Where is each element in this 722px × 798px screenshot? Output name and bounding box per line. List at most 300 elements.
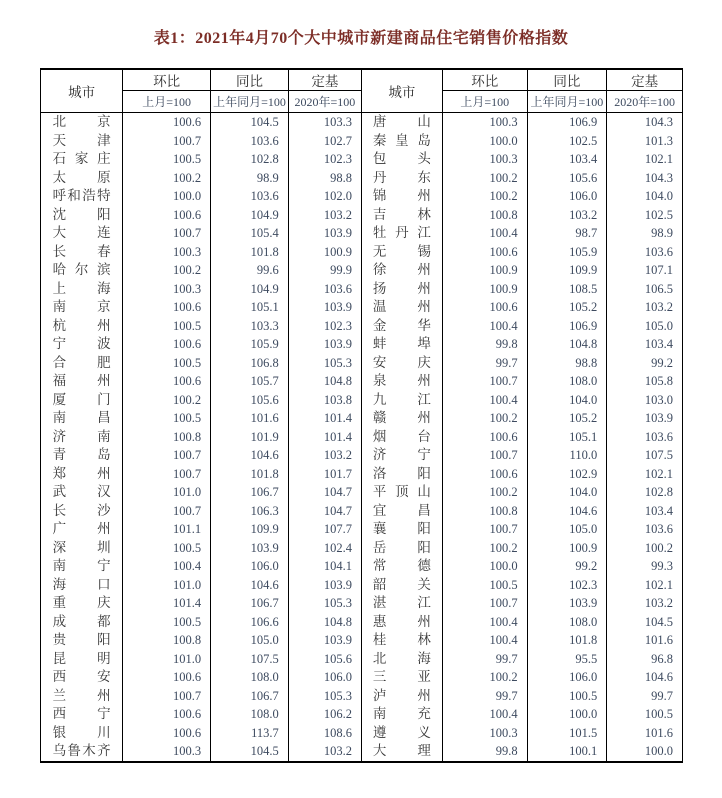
value-cell: 102.8: [607, 483, 683, 502]
value-cell: 101.0: [123, 576, 211, 595]
value-cell: 103.2: [288, 742, 361, 762]
value-cell: 98.8: [527, 354, 607, 373]
city-name: 襄阳: [372, 521, 431, 536]
value-cell: 100.2: [607, 539, 683, 558]
city-cell: [41, 169, 123, 188]
city-name: 哈尔滨: [52, 262, 111, 277]
value-cell: 103.9: [288, 335, 361, 354]
value-cell: 100.3: [123, 742, 211, 762]
value-cell: 102.3: [288, 150, 361, 169]
city-name: 重庆: [52, 595, 111, 610]
value-cell: 105.7: [211, 372, 289, 391]
value-cell: 100.5: [123, 613, 211, 632]
city-cell: [41, 724, 123, 743]
value-cell: 105.0: [607, 317, 683, 336]
city-cell: [41, 631, 123, 650]
value-cell: 105.1: [527, 428, 607, 447]
table-row: [41, 150, 683, 169]
col-header-mom-left: 环比: [123, 69, 211, 91]
value-cell: 104.6: [211, 446, 289, 465]
value-cell: 100.2: [442, 169, 527, 188]
city-name: 福州: [52, 373, 111, 388]
value-cell: 99.7: [607, 687, 683, 706]
city-name: 郑州: [52, 465, 111, 481]
value-cell: 104.8: [527, 335, 607, 354]
value-cell: 105.3: [288, 687, 361, 706]
value-cell: 104.8: [288, 613, 361, 632]
value-cell: 100.7: [442, 446, 527, 465]
value-cell: 105.1: [211, 298, 289, 317]
value-cell: 99.7: [442, 354, 527, 373]
value-cell: 101.4: [123, 594, 211, 613]
value-cell: 101.4: [288, 409, 361, 428]
city-name: 吉林: [372, 206, 431, 222]
city-cell: [361, 335, 442, 354]
table-row: [41, 687, 683, 706]
value-cell: 100.6: [442, 243, 527, 262]
value-cell: 99.8: [442, 335, 527, 354]
table-row: [41, 613, 683, 632]
value-cell: 113.7: [211, 724, 289, 743]
value-cell: 105.0: [211, 631, 289, 650]
city-cell: [41, 243, 123, 262]
value-cell: 100.5: [123, 317, 211, 336]
value-cell: 103.2: [288, 206, 361, 225]
value-cell: 100.4: [442, 317, 527, 336]
city-name: 杭州: [52, 317, 111, 333]
value-cell: 100.8: [123, 631, 211, 650]
city-cell: [361, 594, 442, 613]
value-cell: 100.6: [442, 428, 527, 447]
city-name: 扬州: [372, 280, 431, 296]
city-name: 昆明: [52, 650, 111, 666]
value-cell: 110.0: [527, 446, 607, 465]
value-cell: 106.7: [211, 594, 289, 613]
city-name: 岳阳: [372, 539, 431, 555]
value-cell: 100.3: [442, 150, 527, 169]
value-cell: 106.2: [288, 705, 361, 724]
city-name: 洛阳: [372, 465, 431, 481]
value-cell: 108.6: [288, 724, 361, 743]
city-name: 烟台: [372, 428, 431, 444]
value-cell: 102.8: [211, 150, 289, 169]
value-cell: 100.7: [123, 224, 211, 243]
city-cell: [41, 668, 123, 687]
value-cell: 100.4: [442, 613, 527, 632]
city-cell: [361, 613, 442, 632]
city-name: 合肥: [52, 354, 111, 370]
value-cell: 100.7: [442, 520, 527, 539]
value-cell: 105.9: [211, 335, 289, 354]
value-cell: 101.6: [607, 631, 683, 650]
col-subheader-yoy-base-right: 上年同月=100: [527, 91, 607, 113]
value-cell: 109.9: [211, 520, 289, 539]
value-cell: 103.9: [288, 298, 361, 317]
value-cell: 100.6: [123, 705, 211, 724]
city-cell: [361, 150, 442, 169]
value-cell: 100.3: [442, 113, 527, 132]
col-subheader-fixed-base-left: 2020年=100: [288, 91, 361, 113]
value-cell: 108.0: [527, 372, 607, 391]
value-cell: 106.7: [211, 687, 289, 706]
city-name: 丹东: [372, 169, 431, 185]
table-row: [41, 724, 683, 743]
table-row: [41, 742, 683, 762]
value-cell: 103.9: [288, 224, 361, 243]
value-cell: 101.8: [211, 465, 289, 484]
value-cell: 98.9: [211, 169, 289, 188]
value-cell: 100.2: [442, 409, 527, 428]
value-cell: 105.6: [527, 169, 607, 188]
table-row: [41, 391, 683, 410]
value-cell: 100.5: [442, 576, 527, 595]
value-cell: 104.0: [527, 483, 607, 502]
city-cell: [361, 224, 442, 243]
col-subheader-yoy-base-left: 上年同月=100: [211, 91, 289, 113]
city-cell: [361, 502, 442, 521]
city-name: 泸州: [372, 687, 431, 703]
city-cell: [361, 372, 442, 391]
value-cell: 102.0: [288, 187, 361, 206]
value-cell: 100.7: [123, 132, 211, 151]
value-cell: 105.6: [211, 391, 289, 410]
city-name: 沈阳: [52, 206, 111, 222]
city-cell: [361, 391, 442, 410]
value-cell: 100.0: [123, 187, 211, 206]
value-cell: 104.9: [211, 206, 289, 225]
value-cell: 100.5: [527, 687, 607, 706]
value-cell: 100.9: [288, 243, 361, 262]
value-cell: 103.6: [607, 243, 683, 262]
table-row: [41, 261, 683, 280]
value-cell: 100.5: [123, 539, 211, 558]
city-name: 金华: [372, 317, 431, 333]
city-name: 北海: [372, 650, 431, 666]
value-cell: 100.8: [123, 428, 211, 447]
city-cell: [41, 372, 123, 391]
value-cell: 106.9: [527, 317, 607, 336]
value-cell: 101.8: [527, 631, 607, 650]
city-cell: [361, 169, 442, 188]
city-name: 深圳: [52, 539, 111, 555]
city-cell: [361, 631, 442, 650]
city-name: 大连: [52, 225, 111, 240]
table-title: 表1：2021年4月70个大中城市新建商品住宅销售价格指数: [153, 30, 569, 47]
value-cell: 103.0: [607, 391, 683, 410]
city-name: 温州: [372, 299, 431, 314]
city-cell: [41, 317, 123, 336]
city-cell: [41, 206, 123, 225]
city-name: 青岛: [52, 447, 111, 462]
city-name: 唐山: [372, 114, 431, 129]
city-cell: [41, 335, 123, 354]
value-cell: 104.0: [607, 187, 683, 206]
table-row: [41, 224, 683, 243]
value-cell: 103.9: [288, 631, 361, 650]
value-cell: 100.7: [123, 446, 211, 465]
city-cell: [361, 298, 442, 317]
city-name: 蚌埠: [372, 336, 431, 351]
city-name: 韶关: [372, 576, 431, 592]
city-cell: [41, 539, 123, 558]
city-cell: [41, 446, 123, 465]
city-name: 桂林: [372, 632, 431, 647]
table-row: [41, 520, 683, 539]
city-cell: [361, 428, 442, 447]
value-cell: 104.5: [607, 613, 683, 632]
value-cell: 106.3: [211, 502, 289, 521]
city-cell: [41, 465, 123, 484]
city-name: 南京: [52, 299, 111, 314]
city-cell: [361, 280, 442, 299]
city-name: 秦皇岛: [372, 132, 431, 148]
city-cell: [361, 742, 442, 762]
city-cell: [41, 557, 123, 576]
city-name: 湛江: [372, 595, 431, 610]
value-cell: 105.8: [607, 372, 683, 391]
value-cell: 99.2: [527, 557, 607, 576]
value-cell: 100.6: [123, 724, 211, 743]
value-cell: 103.2: [288, 446, 361, 465]
value-cell: 104.1: [288, 557, 361, 576]
city-cell: [361, 132, 442, 151]
city-cell: [41, 132, 123, 151]
value-cell: 103.6: [211, 187, 289, 206]
table-row: [41, 594, 683, 613]
value-cell: 101.1: [123, 520, 211, 539]
city-cell: [41, 705, 123, 724]
value-cell: 103.9: [211, 539, 289, 558]
city-name: 广州: [52, 521, 111, 536]
city-name: 海口: [52, 576, 111, 592]
value-cell: 104.8: [288, 372, 361, 391]
city-name: 南宁: [52, 558, 111, 573]
value-cell: 100.2: [123, 391, 211, 410]
value-cell: 100.6: [123, 668, 211, 687]
value-cell: 103.4: [607, 335, 683, 354]
value-cell: 100.5: [123, 409, 211, 428]
value-cell: 101.8: [211, 243, 289, 262]
city-name: 长春: [52, 243, 111, 259]
value-cell: 107.1: [607, 261, 683, 280]
value-cell: 99.7: [442, 687, 527, 706]
value-cell: 104.3: [607, 113, 683, 132]
value-cell: 106.0: [527, 187, 607, 206]
value-cell: 104.5: [211, 113, 289, 132]
value-cell: 100.8: [442, 502, 527, 521]
city-name: 大理: [372, 743, 431, 758]
value-cell: 105.2: [527, 409, 607, 428]
city-cell: [361, 650, 442, 669]
value-cell: 105.4: [211, 224, 289, 243]
value-cell: 100.1: [527, 742, 607, 762]
value-cell: 104.6: [211, 576, 289, 595]
value-cell: 100.5: [123, 150, 211, 169]
value-cell: 106.0: [288, 668, 361, 687]
city-name: 西安: [52, 669, 111, 684]
table-row: [41, 502, 683, 521]
value-cell: 100.7: [442, 594, 527, 613]
value-cell: 106.6: [211, 613, 289, 632]
city-cell: [41, 502, 123, 521]
value-cell: 103.9: [607, 409, 683, 428]
value-cell: 102.1: [607, 576, 683, 595]
city-name: 南充: [372, 706, 431, 721]
value-cell: 102.3: [288, 317, 361, 336]
value-cell: 103.2: [527, 206, 607, 225]
city-cell: [41, 113, 123, 132]
city-name: 厦门: [52, 391, 111, 407]
city-cell: [361, 520, 442, 539]
col-header-yoy-right: 同比: [527, 69, 607, 91]
city-name: 包头: [372, 151, 431, 166]
value-cell: 100.2: [442, 539, 527, 558]
table-row: [41, 446, 683, 465]
value-cell: 103.2: [607, 298, 683, 317]
col-header-mom-right: 环比: [442, 69, 527, 91]
city-name: 武汉: [52, 484, 111, 499]
value-cell: 101.4: [288, 428, 361, 447]
value-cell: 100.7: [123, 687, 211, 706]
city-name: 济宁: [372, 447, 431, 462]
value-cell: 105.6: [288, 650, 361, 669]
value-cell: 107.5: [607, 446, 683, 465]
value-cell: 101.6: [211, 409, 289, 428]
value-cell: 99.6: [211, 261, 289, 280]
city-name: 银川: [52, 724, 111, 740]
table-row: [41, 465, 683, 484]
value-cell: 103.3: [211, 317, 289, 336]
table-row: [41, 409, 683, 428]
city-cell: [361, 668, 442, 687]
value-cell: 104.5: [211, 742, 289, 762]
table-row: [41, 298, 683, 317]
value-cell: 104.7: [288, 483, 361, 502]
city-cell: [41, 650, 123, 669]
table-row: [41, 187, 683, 206]
city-name: 常德: [372, 558, 431, 573]
value-cell: 99.7: [442, 650, 527, 669]
city-name: 济南: [52, 428, 111, 444]
value-cell: 106.0: [527, 668, 607, 687]
city-name: 三亚: [372, 669, 431, 684]
value-cell: 100.9: [442, 280, 527, 299]
city-name: 宁波: [52, 336, 111, 351]
table-row: [41, 668, 683, 687]
city-cell: [361, 446, 442, 465]
table-row: [41, 428, 683, 447]
value-cell: 101.0: [123, 650, 211, 669]
table-body: [41, 113, 683, 762]
value-cell: 100.6: [442, 298, 527, 317]
value-cell: 100.6: [123, 113, 211, 132]
value-cell: 107.7: [288, 520, 361, 539]
value-cell: 100.2: [442, 187, 527, 206]
value-cell: 105.2: [527, 298, 607, 317]
city-name: 贵阳: [52, 632, 111, 647]
value-cell: 100.4: [123, 557, 211, 576]
value-cell: 99.3: [607, 557, 683, 576]
col-subheader-fixed-base-right: 2020年=100: [607, 91, 683, 113]
city-cell: [361, 187, 442, 206]
table-row: [41, 206, 683, 225]
city-cell: [361, 354, 442, 373]
value-cell: 104.3: [607, 169, 683, 188]
city-cell: [361, 687, 442, 706]
city-cell: [361, 539, 442, 558]
city-cell: [361, 483, 442, 502]
table-row: [41, 372, 683, 391]
value-cell: 104.6: [527, 502, 607, 521]
city-cell: [361, 113, 442, 132]
value-cell: 102.5: [607, 206, 683, 225]
value-cell: 102.1: [607, 465, 683, 484]
table-row: [41, 631, 683, 650]
value-cell: 103.9: [527, 594, 607, 613]
city-name: 锦州: [372, 188, 431, 203]
city-name: 九江: [372, 391, 431, 407]
value-cell: 101.9: [211, 428, 289, 447]
city-cell: [361, 576, 442, 595]
value-cell: 100.3: [123, 243, 211, 262]
value-cell: 98.9: [607, 224, 683, 243]
city-cell: [361, 705, 442, 724]
city-cell: [41, 428, 123, 447]
value-cell: 100.0: [607, 742, 683, 762]
value-cell: 103.8: [288, 391, 361, 410]
value-cell: 101.0: [123, 483, 211, 502]
table-row: [41, 576, 683, 595]
price-index-table: [40, 68, 683, 763]
city-name: 乌鲁木齐: [52, 743, 111, 758]
value-cell: 103.4: [527, 150, 607, 169]
city-name: 遵义: [372, 724, 431, 740]
value-cell: 100.5: [123, 354, 211, 373]
city-cell: [41, 687, 123, 706]
table-row: [41, 317, 683, 336]
value-cell: 105.3: [288, 594, 361, 613]
value-cell: 104.7: [288, 502, 361, 521]
city-name: 天津: [52, 132, 111, 148]
city-cell: [41, 613, 123, 632]
table-header: [41, 69, 683, 113]
table-row: [41, 280, 683, 299]
city-cell: [361, 243, 442, 262]
value-cell: 103.4: [607, 502, 683, 521]
value-cell: 100.0: [442, 557, 527, 576]
value-cell: 105.3: [288, 354, 361, 373]
city-cell: [361, 724, 442, 743]
value-cell: 100.0: [527, 705, 607, 724]
city-cell: [41, 742, 123, 762]
value-cell: 108.0: [211, 668, 289, 687]
city-name: 兰州: [52, 687, 111, 703]
table-row: [41, 539, 683, 558]
city-name: 北京: [52, 114, 111, 129]
city-name: 平顶山: [372, 484, 431, 499]
value-cell: 100.4: [442, 631, 527, 650]
value-cell: 102.7: [288, 132, 361, 151]
value-cell: 103.2: [607, 594, 683, 613]
value-cell: 100.4: [442, 224, 527, 243]
value-cell: 108.0: [211, 705, 289, 724]
city-cell: [41, 224, 123, 243]
city-name: 无锡: [372, 243, 431, 259]
city-name: 呼和浩特: [52, 188, 111, 203]
city-name: 南昌: [52, 410, 111, 425]
city-name: 上海: [52, 280, 111, 296]
value-cell: 101.7: [288, 465, 361, 484]
